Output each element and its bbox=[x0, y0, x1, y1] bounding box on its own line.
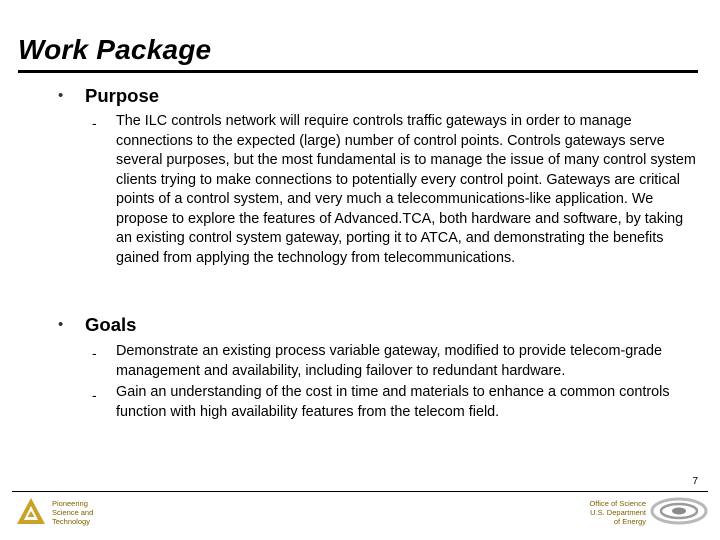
section-heading-purpose: Purpose bbox=[85, 85, 160, 106]
dash-marker: - bbox=[92, 345, 97, 361]
footer-agency-line: Office of Science bbox=[589, 499, 646, 508]
dash-marker: - bbox=[92, 387, 97, 403]
footer-agency-line: of Energy bbox=[613, 517, 646, 526]
bullet-icon: • bbox=[58, 316, 64, 333]
goal-item-1: Demonstrate an existing process variable gateway, modified to provide telecom-grade management and availability, including failover to redundant hardware. bbox=[116, 343, 663, 379]
goal-item-2: Gain an understanding of the cost in time and materials to enhance a common controls function with high availability features from the telecom field. bbox=[116, 384, 670, 420]
doe-logo-icon bbox=[650, 497, 708, 530]
page-number: 7 bbox=[692, 476, 698, 487]
section-heading-goals: Goals bbox=[85, 314, 137, 335]
footer-tagline-line: Science and bbox=[52, 508, 94, 517]
dash-marker: - bbox=[92, 115, 97, 131]
footer-agency bbox=[589, 499, 646, 526]
purpose-paragraph: The ILC controls network will require controls traffic gateways in order to manage connections to the expected (large) number of control points. Controls gateways serve several purposes, but the most fundamental is to manage the issue of many control system clients trying to make connections to potentially every control point. Gateways are critical points of a control system, and very much a telecommunications-like application. We propose to explore the features of Advanced.TCA, both hardware and software, by taking an existing control system gateway, porting it to ATCA, and demonstrating the benefits gained from applying the technology from telecommunications. bbox=[116, 113, 696, 266]
footer-agency-line: U.S. Department bbox=[590, 508, 646, 517]
slide-title: Work Package bbox=[18, 34, 212, 65]
argonne-logo-icon bbox=[16, 497, 46, 530]
footer-tagline bbox=[52, 499, 93, 526]
title-underline bbox=[18, 70, 698, 73]
bullet-icon: • bbox=[58, 87, 64, 104]
footer-tagline-line: Technology bbox=[52, 517, 90, 526]
footer-tagline-line: Pioneering bbox=[52, 499, 88, 508]
footer-divider bbox=[12, 491, 708, 492]
